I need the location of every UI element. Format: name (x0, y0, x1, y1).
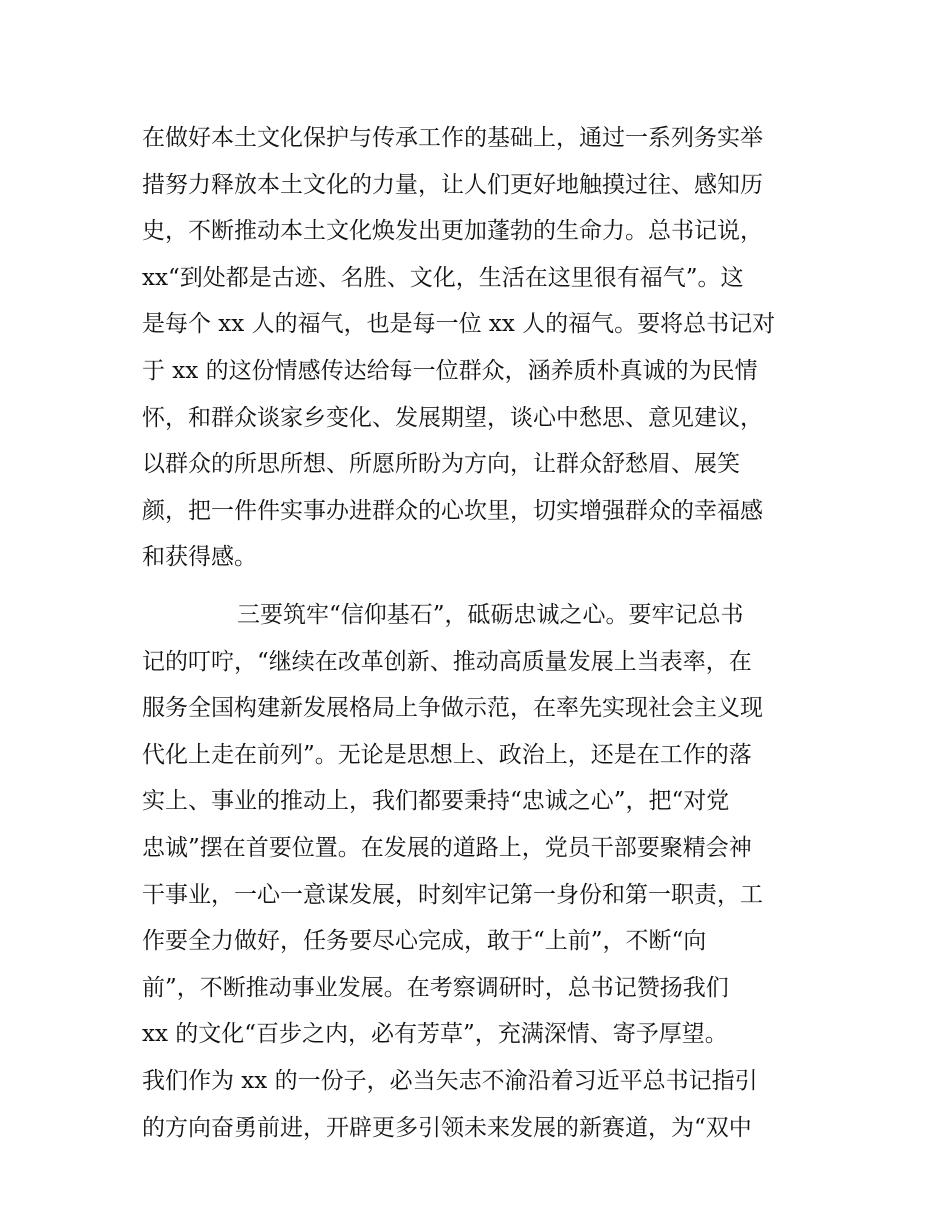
text-line: 史，不断推动本土文化焕发出更加蓬勃的生命力。总书记说， (142, 218, 763, 245)
text-line: xx 的文化“百步之内，必有芳草”，充满深情、寄予厚望。 (142, 1021, 728, 1048)
text-line: 措努力释放本土文化的力量，让人们更好地触摸过往、感知历 (142, 171, 763, 198)
text-line: 是每个 xx 人的福气，也是每一位 xx 人的福气。要将总书记对 (142, 311, 776, 338)
text-line: 颜，把一件件实事办进群众的心坎里，切实增强群众的幸福感 (142, 497, 763, 524)
text-line-indented: 三要筑牢“信仰基石”，砥砺忠诚之心。要牢记总书 (237, 602, 744, 628)
text-line: 我们作为 xx 的一份子，必当矢志不渝沿着习近平总书记指引 (142, 1067, 758, 1094)
text-line: 在做好本土文化保护与传承工作的基础上，通过一系列务实举 (142, 125, 763, 151)
text-line: 作要全力做好，任务要尽心完成，敢于“上前”，不断“向 (142, 928, 707, 955)
text-line: 代化上走在前列”。无论是思想上、政治上，还是在工作的落 (142, 741, 752, 768)
text-line: 干事业，一心一意谋发展，时刻牢记第一身份和第一职责，工 (142, 881, 763, 908)
text-line: 记的叮咛，“继续在改革创新、推动高质量发展上当表率，在 (142, 648, 752, 675)
text-line: 和获得感。 (142, 544, 257, 571)
paragraph-culture (142, 115, 822, 581)
text-line: 服务全国构建新发展格局上争做示范，在率先实现社会主义现 (142, 695, 763, 722)
text-line: 怀，和群众谈家乡变化、发展期望，谈心中愁思、意见建议， (142, 404, 763, 431)
text-line: 忠诚”摆在首要位置。在发展的道路上，党员干部要聚精会神 (142, 834, 752, 861)
text-line: 前”，不断推动事业发展。在考察调研时，总书记赞扬我们 (142, 974, 729, 1001)
text-line: xx“到处都是古迹、名胜、文化，生活在这里很有福气”。这 (142, 264, 744, 291)
paragraph-loyalty (142, 592, 822, 1151)
text-line: 实上、事业的推动上，我们都要秉持“忠诚之心”，把“对党 (142, 788, 730, 815)
text-line: 的方向奋勇前进，开辟更多引领未来发展的新赛道，为“双中 (142, 1114, 752, 1141)
text-line: 以群众的所思所想、所愿所盼为方向，让群众舒愁眉、展笑 (142, 451, 740, 478)
text-line: 于 xx 的这份情感传达给每一位群众，涵养质朴真诚的为民情 (142, 357, 758, 384)
